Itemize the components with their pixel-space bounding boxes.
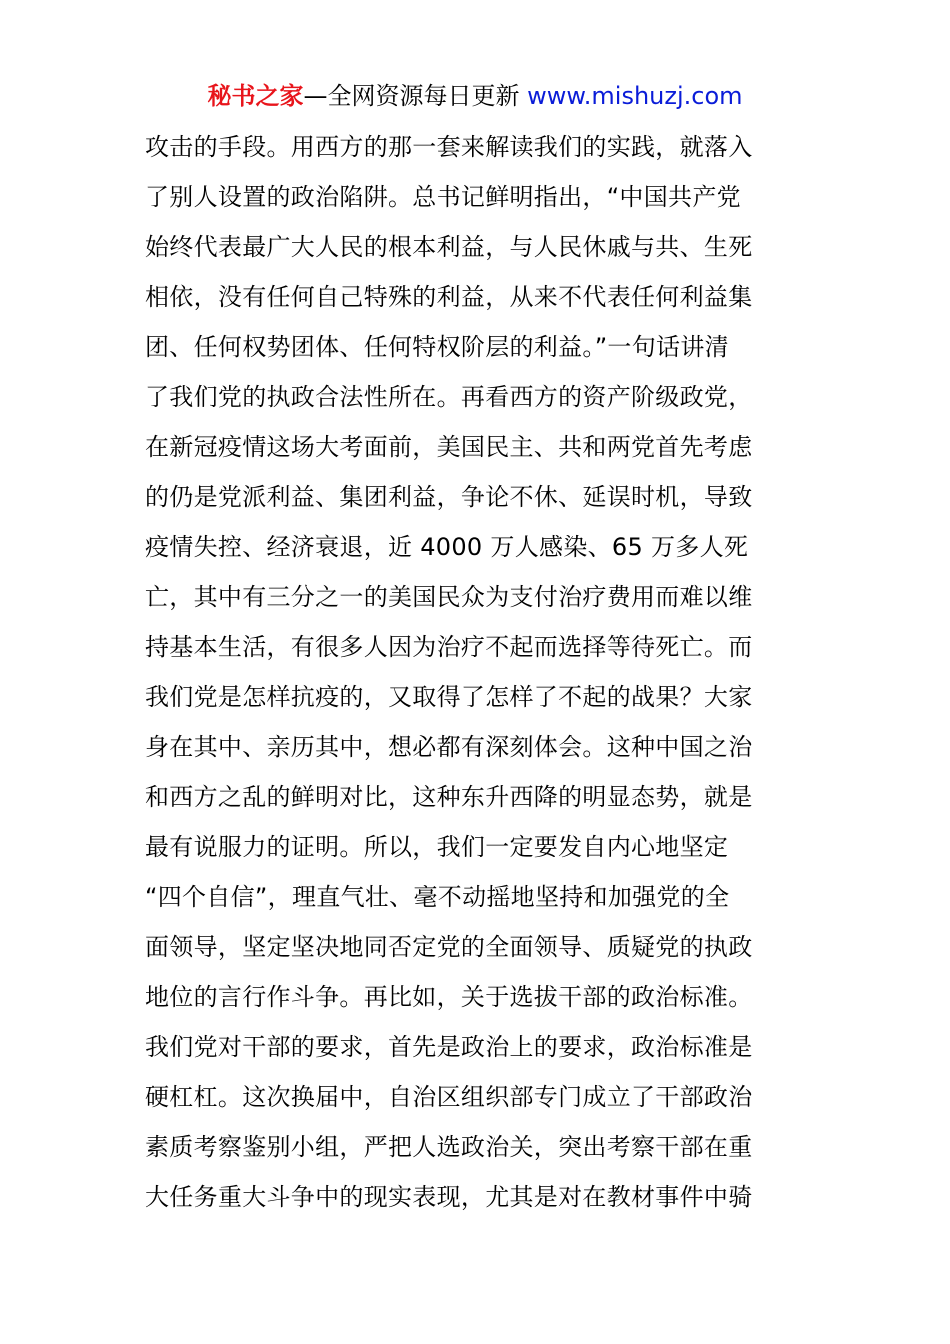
text-line: 亡，其中有三分之一的美国民众为支付治疗费用而难以维 bbox=[145, 583, 753, 611]
text-line: 的仍是党派利益、集团利益，争论不休、延误时机，导致 bbox=[145, 483, 753, 511]
text-line: 在新冠疫情这场大考面前，美国民主、共和两党首先考虑 bbox=[145, 433, 753, 461]
text-line: 攻击的手段。用西方的那一套来解读我们的实践，就落入 bbox=[145, 133, 753, 161]
text-line: 地位的言行作斗争。再比如，关于选拔干部的政治标准。 bbox=[145, 983, 753, 1011]
page-header bbox=[0, 80, 950, 112]
text-line: 始终代表最广大人民的根本利益，与人民休戚与共、生死 bbox=[145, 233, 753, 261]
text-line: “四个自信”，理直气壮、毫不动摇地坚持和加强党的全 bbox=[145, 883, 730, 911]
text-line: 和西方之乱的鲜明对比，这种东升西降的明显态势，就是 bbox=[145, 783, 753, 811]
text-line: 最有说服力的证明。所以，我们一定要发自内心地坚定 bbox=[145, 833, 729, 861]
text-line: 素质考察鉴别小组，严把人选政治关，突出考察干部在重 bbox=[145, 1133, 753, 1161]
text-line: 团、任何权势团体、任何特权阶层的利益。”一句话讲清 bbox=[145, 333, 729, 361]
text-line: 持基本生活，有很多人因为治疗不起而选择等待死亡。而 bbox=[145, 633, 753, 661]
text-line: 面领导，坚定坚决地同否定党的全面领导、质疑党的执政 bbox=[145, 933, 753, 961]
text-line: 了我们党的执政合法性所在。再看西方的资产阶级政党， bbox=[145, 383, 753, 411]
document-body bbox=[145, 122, 815, 1222]
header-tagline: —全网资源每日更新 bbox=[303, 82, 528, 110]
text-line: 硬杠杠。这次换届中，自治区组织部专门成立了干部政治 bbox=[145, 1083, 753, 1111]
text-line: 相依，没有任何自己特殊的利益，从来不代表任何利益集 bbox=[145, 283, 753, 311]
text-line: 了别人设置的政治陷阱。总书记鲜明指出，“中国共产党 bbox=[145, 183, 741, 211]
text-line: 大任务重大斗争中的现实表现，尤其是对在教材事件中骑 bbox=[145, 1183, 753, 1211]
brand-name: 秘书之家 bbox=[207, 82, 304, 110]
text-line: 身在其中、亲历其中，想必都有深刻体会。这种中国之治 bbox=[145, 733, 753, 761]
text-line: 我们党对干部的要求，首先是政治上的要求，政治标准是 bbox=[145, 1033, 753, 1061]
text-line: 我们党是怎样抗疫的，又取得了怎样了不起的战果？大家 bbox=[145, 683, 753, 711]
site-url-link[interactable]: www.mishuzj.com bbox=[527, 82, 743, 110]
text-line: 疫情失控、经济衰退，近 4000 万人感染、65 万多人死 bbox=[145, 533, 749, 561]
